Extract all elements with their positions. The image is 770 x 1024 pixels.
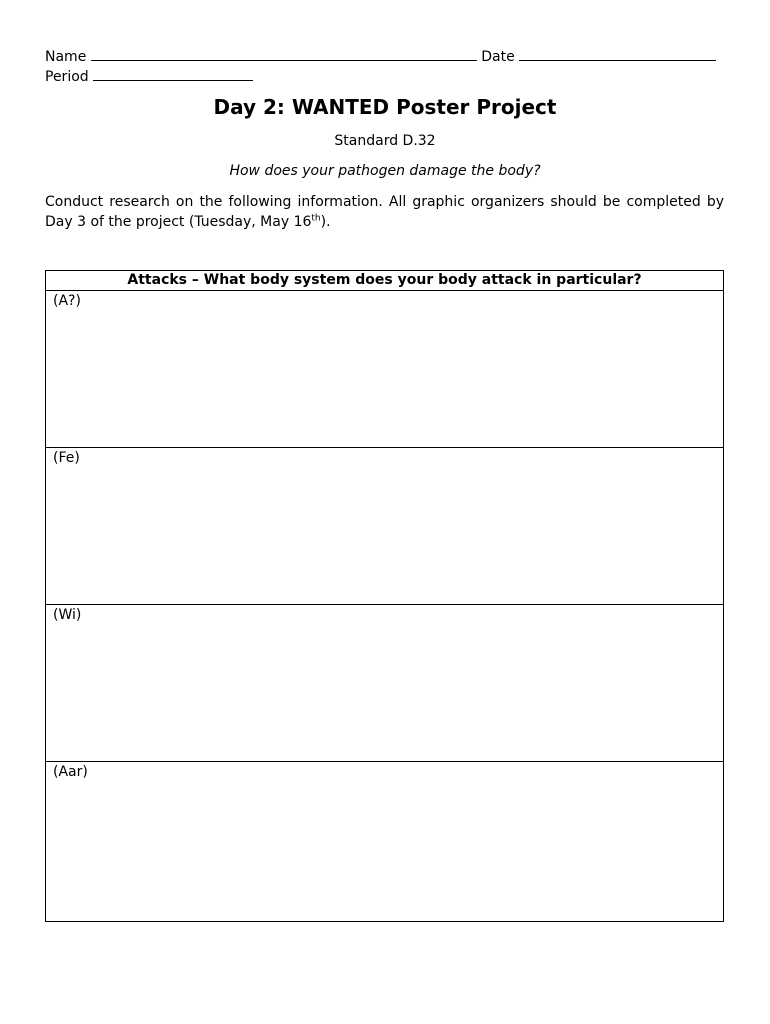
cell-label: (Fe) xyxy=(53,450,80,466)
cell-label: (A?) xyxy=(53,293,81,309)
instructions-text-end: ). xyxy=(320,214,331,230)
name-date-row xyxy=(45,46,716,66)
period-field[interactable] xyxy=(93,66,253,81)
date-field[interactable] xyxy=(519,46,716,61)
period-row xyxy=(45,66,253,86)
standard-label: Standard D.32 xyxy=(334,133,436,149)
instructions-text: Conduct research on the following information. All graphic organizers should be completed by Day 3 of the project (Tuesday, May 16 xyxy=(45,194,724,230)
table-cell-fe[interactable] xyxy=(46,448,723,605)
table-header: Attacks – What body system does your body attack in particular? xyxy=(46,271,723,291)
table-cell-a[interactable] xyxy=(46,291,723,448)
graphic-organizer-table xyxy=(45,270,724,922)
period-label: Period xyxy=(45,69,89,85)
date-label: Date xyxy=(481,49,515,65)
table-cell-wi[interactable] xyxy=(46,605,723,762)
cell-label: (Aar) xyxy=(53,764,88,780)
cell-label: (Wi) xyxy=(53,607,82,623)
name-field[interactable] xyxy=(91,46,477,61)
table-cell-aar[interactable] xyxy=(46,762,723,919)
instructions-superscript: th xyxy=(311,213,321,224)
guiding-question: How does your pathogen damage the body? xyxy=(229,163,541,179)
name-label: Name xyxy=(45,49,87,65)
page-title: Day 2: WANTED Poster Project xyxy=(213,95,557,119)
instructions-paragraph xyxy=(45,192,724,232)
